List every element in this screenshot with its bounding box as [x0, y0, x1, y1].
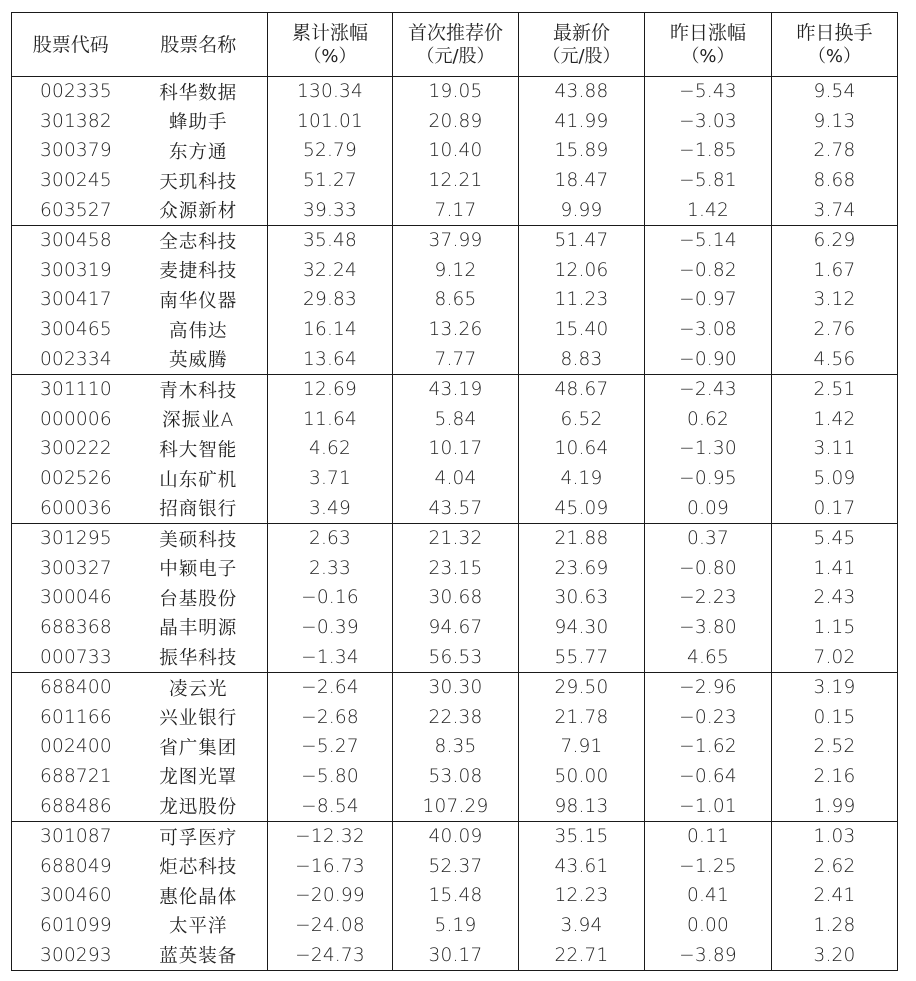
- cell-latest-price: 21.88: [519, 523, 645, 553]
- cell-cumulative-gain: 4.62: [268, 434, 393, 464]
- cell-stock-code: 000006: [40, 408, 112, 430]
- cell-stock-name: 振华科技: [159, 648, 238, 670]
- cell-yesterday-turnover: 1.03: [772, 821, 898, 851]
- cell-stock-name: 龙图光罩: [159, 767, 238, 789]
- table-body: [12, 77, 898, 971]
- cell-stock-code: 300458: [12, 225, 130, 255]
- cell-yesterday-change: −0.23: [645, 702, 772, 732]
- stock-table-container: [11, 12, 897, 971]
- cell-yesterday-change: −2.96: [645, 672, 772, 702]
- cell-yesterday-turnover: 2.76: [772, 315, 898, 345]
- header-yesterday-change: [645, 13, 772, 77]
- cell-stock-name: 青木科技: [130, 374, 268, 404]
- cell-latest-price: 6.52: [519, 405, 645, 435]
- cell-first-recommend-price: 10.40: [393, 136, 519, 166]
- header-cumulative-gain-label: 累计涨幅: [291, 21, 368, 44]
- cell-cumulative-gain: −20.99: [268, 881, 393, 911]
- cell-latest-price: 10.64: [519, 434, 645, 464]
- header-latest-price-label: 最新价: [552, 21, 610, 44]
- header-stock-code-label: 股票代码: [32, 33, 109, 56]
- cell-first-recommend-price: 19.05: [393, 77, 519, 107]
- table-row: [12, 225, 898, 255]
- cell-stock-code: 300327: [40, 557, 112, 579]
- cell-yesterday-change: −2.43: [645, 374, 772, 404]
- cell-first-recommend-price: 8.35: [393, 732, 519, 762]
- cell-stock-code: 300417: [40, 289, 112, 311]
- cell-stock-name: 太平洋: [168, 916, 228, 938]
- table-row: [12, 642, 898, 672]
- cell-yesterday-change: −0.90: [645, 344, 772, 374]
- cell-stock-code: 300222: [40, 438, 112, 460]
- cell-yesterday-change: −5.43: [645, 77, 772, 107]
- table-row: [12, 136, 898, 166]
- cell-first-recommend-price: 7.77: [393, 344, 519, 374]
- cell-cumulative-gain: 3.71: [268, 464, 393, 494]
- cell-yesterday-turnover: 3.12: [772, 285, 898, 315]
- cell-cumulative-gain: −0.16: [268, 583, 393, 613]
- cell-stock-name: 美硕科技: [130, 523, 268, 553]
- cell-first-recommend-price: 107.29: [393, 791, 519, 821]
- cell-yesterday-turnover: 5.45: [772, 523, 898, 553]
- table-row: [12, 851, 898, 881]
- cell-yesterday-turnover: 9.13: [772, 107, 898, 137]
- table-row: [12, 911, 898, 941]
- cell-stock-name: 麦捷科技: [159, 261, 238, 283]
- cell-stock-name: 众源新材: [159, 201, 238, 223]
- cell-stock-name: 全志科技: [130, 225, 268, 255]
- stock-recommendation-table: [11, 12, 898, 971]
- header-first-recommend-price: [393, 13, 519, 77]
- header-first-recommend-price-unit: （元/股）: [416, 45, 495, 67]
- cell-stock-name: 惠伦晶体: [159, 886, 238, 908]
- cell-cumulative-gain: −5.80: [268, 762, 393, 792]
- table-header: [12, 13, 898, 77]
- cell-yesterday-turnover: 8.68: [772, 166, 898, 196]
- cell-first-recommend-price: 30.17: [393, 940, 519, 970]
- cell-cumulative-gain: 12.69: [268, 374, 393, 404]
- cell-yesterday-change: −3.08: [645, 315, 772, 345]
- cell-stock-name: 蜂助手: [168, 112, 228, 134]
- cell-latest-price: 48.67: [519, 374, 645, 404]
- cell-first-recommend-price: 5.19: [393, 911, 519, 941]
- cell-cumulative-gain: −1.34: [268, 642, 393, 672]
- cell-stock-code: 300465: [40, 319, 112, 341]
- cell-first-recommend-price: 15.48: [393, 881, 519, 911]
- cell-latest-price: 51.47: [519, 225, 645, 255]
- cell-yesterday-change: −1.25: [645, 851, 772, 881]
- cell-latest-price: 45.09: [519, 493, 645, 523]
- cell-latest-price: 94.30: [519, 613, 645, 643]
- cell-stock-code: 688049: [40, 855, 112, 877]
- cell-yesterday-change: −0.97: [645, 285, 772, 315]
- cell-stock-name: 省广集团: [159, 737, 238, 759]
- cell-yesterday-turnover: 2.51: [772, 374, 898, 404]
- cell-yesterday-change: −3.89: [645, 940, 772, 970]
- cell-cumulative-gain: 13.64: [268, 344, 393, 374]
- cell-cumulative-gain: 3.49: [268, 493, 393, 523]
- cell-cumulative-gain: −2.64: [268, 672, 393, 702]
- cell-stock-name: 炬芯科技: [159, 857, 238, 879]
- cell-yesterday-turnover: 1.99: [772, 791, 898, 821]
- header-cumulative-gain-unit: （%）: [303, 45, 357, 67]
- table-row: [12, 256, 898, 286]
- cell-first-recommend-price: 94.67: [393, 613, 519, 643]
- cell-first-recommend-price: 12.21: [393, 166, 519, 196]
- cell-cumulative-gain: 39.33: [268, 195, 393, 225]
- cell-stock-name: 科华数据: [159, 82, 238, 104]
- table-row: [12, 285, 898, 315]
- cell-stock-name: 招商银行: [159, 499, 238, 521]
- cell-cumulative-gain: −16.73: [268, 851, 393, 881]
- table-row: [12, 583, 898, 613]
- cell-latest-price: 8.83: [519, 344, 645, 374]
- cell-stock-code: 688721: [40, 765, 112, 787]
- cell-cumulative-gain: 101.01: [268, 107, 393, 137]
- cell-yesterday-turnover: 4.56: [772, 344, 898, 374]
- table-row: [12, 405, 898, 435]
- table-row: [12, 523, 898, 553]
- cell-yesterday-turnover: 1.28: [772, 911, 898, 941]
- cell-cumulative-gain: −2.68: [268, 702, 393, 732]
- cell-latest-price: 23.69: [519, 554, 645, 584]
- header-yesterday-change-unit: （%）: [681, 45, 735, 67]
- cell-stock-code: 603527: [40, 199, 112, 221]
- cell-stock-code: 301110: [12, 374, 130, 404]
- cell-stock-code: 688400: [12, 672, 130, 702]
- cell-stock-name: 晶丰明源: [159, 618, 238, 640]
- cell-cumulative-gain: −12.32: [268, 821, 393, 851]
- cell-stock-code: 600036: [40, 497, 112, 519]
- cell-cumulative-gain: 2.63: [268, 523, 393, 553]
- cell-cumulative-gain: 35.48: [268, 225, 393, 255]
- cell-cumulative-gain: 32.24: [268, 256, 393, 286]
- cell-yesterday-change: 0.37: [645, 523, 772, 553]
- table-row: [12, 77, 898, 107]
- cell-stock-name: 南华仪器: [159, 290, 238, 312]
- header-row: [12, 13, 898, 77]
- cell-cumulative-gain: −24.08: [268, 911, 393, 941]
- cell-latest-price: 55.77: [519, 642, 645, 672]
- cell-first-recommend-price: 43.57: [393, 493, 519, 523]
- cell-stock-code: 301382: [40, 110, 112, 132]
- header-yesterday-turnover: [772, 13, 898, 77]
- table-row: [12, 554, 898, 584]
- cell-first-recommend-price: 22.38: [393, 702, 519, 732]
- cell-stock-code: 000733: [40, 646, 112, 668]
- cell-yesterday-change: −5.14: [645, 225, 772, 255]
- cell-stock-name: 天玑科技: [159, 171, 238, 193]
- cell-first-recommend-price: 40.09: [393, 821, 519, 851]
- table-row: [12, 613, 898, 643]
- cell-cumulative-gain: 29.83: [268, 285, 393, 315]
- table-row: [12, 791, 898, 821]
- cell-cumulative-gain: −24.73: [268, 940, 393, 970]
- cell-stock-code: 002334: [40, 348, 112, 370]
- cell-stock-code: 002526: [40, 468, 112, 490]
- cell-stock-code: 688486: [40, 795, 112, 817]
- cell-yesterday-change: −3.80: [645, 613, 772, 643]
- table-row: [12, 464, 898, 494]
- cell-cumulative-gain: 11.64: [268, 405, 393, 435]
- header-stock-code: [12, 13, 130, 77]
- cell-cumulative-gain: 130.34: [268, 77, 393, 107]
- cell-yesterday-turnover: 2.62: [772, 851, 898, 881]
- cell-latest-price: 43.61: [519, 851, 645, 881]
- cell-yesterday-turnover: 7.02: [772, 642, 898, 672]
- cell-first-recommend-price: 5.84: [393, 405, 519, 435]
- table-row: [12, 702, 898, 732]
- table-row: [12, 195, 898, 225]
- cell-yesterday-turnover: 6.29: [772, 225, 898, 255]
- cell-stock-name: 龙迅股份: [159, 797, 238, 819]
- table-row: [12, 166, 898, 196]
- cell-latest-price: 41.99: [519, 107, 645, 137]
- table-row: [12, 434, 898, 464]
- cell-latest-price: 29.50: [519, 672, 645, 702]
- cell-yesterday-turnover: 1.15: [772, 613, 898, 643]
- cell-yesterday-turnover: 3.74: [772, 195, 898, 225]
- cell-stock-name: 兴业银行: [159, 708, 238, 730]
- cell-latest-price: 30.63: [519, 583, 645, 613]
- cell-latest-price: 12.23: [519, 881, 645, 911]
- cell-latest-price: 12.06: [519, 256, 645, 286]
- cell-first-recommend-price: 21.32: [393, 523, 519, 553]
- cell-first-recommend-price: 30.30: [393, 672, 519, 702]
- cell-cumulative-gain: 16.14: [268, 315, 393, 345]
- cell-first-recommend-price: 53.08: [393, 762, 519, 792]
- table-row: [12, 881, 898, 911]
- table-row: [12, 493, 898, 523]
- cell-stock-code: 300293: [40, 944, 112, 966]
- cell-cumulative-gain: −8.54: [268, 791, 393, 821]
- cell-stock-name: 蓝英装备: [159, 946, 238, 968]
- header-yesterday-turnover-unit: （%）: [807, 45, 862, 67]
- cell-yesterday-turnover: 1.67: [772, 256, 898, 286]
- cell-first-recommend-price: 13.26: [393, 315, 519, 345]
- cell-stock-code: 002400: [40, 736, 112, 758]
- table-row: [12, 940, 898, 970]
- cell-stock-code: 688368: [40, 616, 112, 638]
- cell-yesterday-turnover: 1.42: [772, 405, 898, 435]
- cell-stock-name: 凌云光: [130, 672, 268, 702]
- cell-first-recommend-price: 9.12: [393, 256, 519, 286]
- cell-yesterday-turnover: 0.15: [772, 702, 898, 732]
- cell-latest-price: 98.13: [519, 791, 645, 821]
- cell-yesterday-turnover: 9.54: [772, 77, 898, 107]
- cell-stock-name: 东方通: [168, 141, 228, 163]
- cell-stock-code: 300046: [40, 587, 112, 609]
- cell-stock-name: 英威腾: [168, 350, 228, 372]
- cell-stock-code: 601166: [40, 706, 112, 728]
- cell-cumulative-gain: 51.27: [268, 166, 393, 196]
- header-first-recommend-price-label: 首次推荐价: [407, 21, 503, 44]
- cell-first-recommend-price: 23.15: [393, 554, 519, 584]
- cell-stock-name: 山东矿机: [159, 469, 238, 491]
- cell-yesterday-change: 0.41: [645, 881, 772, 911]
- cell-cumulative-gain: −0.39: [268, 613, 393, 643]
- cell-yesterday-turnover: 3.20: [772, 940, 898, 970]
- table-row: [12, 344, 898, 374]
- cell-stock-code: 301087: [12, 821, 130, 851]
- cell-yesterday-turnover: 2.43: [772, 583, 898, 613]
- cell-first-recommend-price: 43.19: [393, 374, 519, 404]
- header-stock-name: [130, 13, 268, 77]
- cell-first-recommend-price: 52.37: [393, 851, 519, 881]
- cell-latest-price: 50.00: [519, 762, 645, 792]
- cell-cumulative-gain: 52.79: [268, 136, 393, 166]
- cell-first-recommend-price: 37.99: [393, 225, 519, 255]
- cell-stock-code: 300460: [40, 885, 112, 907]
- cell-yesterday-turnover: 2.52: [772, 732, 898, 762]
- cell-yesterday-turnover: 3.11: [772, 434, 898, 464]
- cell-yesterday-change: 1.42: [645, 195, 772, 225]
- cell-yesterday-change: −0.95: [645, 464, 772, 494]
- cell-yesterday-change: −5.81: [645, 166, 772, 196]
- cell-yesterday-change: 0.09: [645, 493, 772, 523]
- header-yesterday-change-label: 昨日涨幅: [669, 21, 746, 44]
- cell-stock-code: 002335: [40, 81, 112, 103]
- cell-latest-price: 18.47: [519, 166, 645, 196]
- cell-yesterday-turnover: 2.41: [772, 881, 898, 911]
- header-yesterday-turnover-label: 昨日换手: [796, 21, 873, 44]
- table-row: [12, 762, 898, 792]
- cell-yesterday-change: 0.11: [645, 821, 772, 851]
- cell-yesterday-change: 0.00: [645, 911, 772, 941]
- cell-yesterday-turnover: 2.78: [772, 136, 898, 166]
- cell-stock-name: 可孚医疗: [130, 821, 268, 851]
- cell-latest-price: 35.15: [519, 821, 645, 851]
- table-row: [12, 672, 898, 702]
- cell-first-recommend-price: 7.17: [393, 195, 519, 225]
- header-latest-price: [519, 13, 645, 77]
- cell-yesterday-change: −3.03: [645, 107, 772, 137]
- cell-stock-code: 300379: [40, 140, 112, 162]
- cell-yesterday-change: 0.62: [645, 405, 772, 435]
- cell-cumulative-gain: 2.33: [268, 554, 393, 584]
- cell-stock-name: 深振业A: [162, 410, 235, 432]
- cell-yesterday-change: −1.30: [645, 434, 772, 464]
- header-latest-price-unit: （元/股）: [542, 45, 621, 67]
- cell-first-recommend-price: 10.17: [393, 434, 519, 464]
- cell-stock-code: 301295: [12, 523, 130, 553]
- cell-first-recommend-price: 4.04: [393, 464, 519, 494]
- header-cumulative-gain: [268, 13, 393, 77]
- table-row: [12, 732, 898, 762]
- cell-yesterday-change: 4.65: [645, 642, 772, 672]
- cell-latest-price: 15.89: [519, 136, 645, 166]
- cell-yesterday-turnover: 5.09: [772, 464, 898, 494]
- cell-yesterday-change: −1.01: [645, 791, 772, 821]
- cell-latest-price: 15.40: [519, 315, 645, 345]
- cell-latest-price: 22.71: [519, 940, 645, 970]
- cell-stock-name: 中颖电子: [159, 559, 238, 581]
- table-row: [12, 821, 898, 851]
- cell-stock-name: 科大智能: [159, 439, 238, 461]
- cell-stock-code: 300319: [40, 259, 112, 281]
- cell-yesterday-change: −1.62: [645, 732, 772, 762]
- table-row: [12, 107, 898, 137]
- cell-first-recommend-price: 56.53: [393, 642, 519, 672]
- cell-first-recommend-price: 30.68: [393, 583, 519, 613]
- cell-stock-code: 601099: [40, 914, 112, 936]
- cell-stock-name: 台基股份: [159, 588, 238, 610]
- cell-latest-price: 7.91: [519, 732, 645, 762]
- table-row: [12, 374, 898, 404]
- cell-stock-name: 高伟达: [168, 320, 228, 342]
- cell-first-recommend-price: 8.65: [393, 285, 519, 315]
- cell-yesterday-turnover: 2.16: [772, 762, 898, 792]
- cell-latest-price: 4.19: [519, 464, 645, 494]
- cell-first-recommend-price: 20.89: [393, 107, 519, 137]
- cell-cumulative-gain: −5.27: [268, 732, 393, 762]
- cell-yesterday-turnover: 3.19: [772, 672, 898, 702]
- cell-latest-price: 43.88: [519, 77, 645, 107]
- cell-latest-price: 3.94: [519, 911, 645, 941]
- cell-yesterday-change: −0.80: [645, 554, 772, 584]
- cell-yesterday-change: −0.82: [645, 256, 772, 286]
- table-row: [12, 315, 898, 345]
- cell-stock-code: 300245: [40, 170, 112, 192]
- cell-yesterday-turnover: 1.41: [772, 554, 898, 584]
- header-stock-name-label: 股票名称: [160, 33, 237, 56]
- cell-latest-price: 21.78: [519, 702, 645, 732]
- cell-yesterday-change: −0.64: [645, 762, 772, 792]
- cell-latest-price: 11.23: [519, 285, 645, 315]
- cell-yesterday-change: −1.85: [645, 136, 772, 166]
- cell-latest-price: 9.99: [519, 195, 645, 225]
- cell-yesterday-turnover: 0.17: [772, 493, 898, 523]
- cell-yesterday-change: −2.23: [645, 583, 772, 613]
